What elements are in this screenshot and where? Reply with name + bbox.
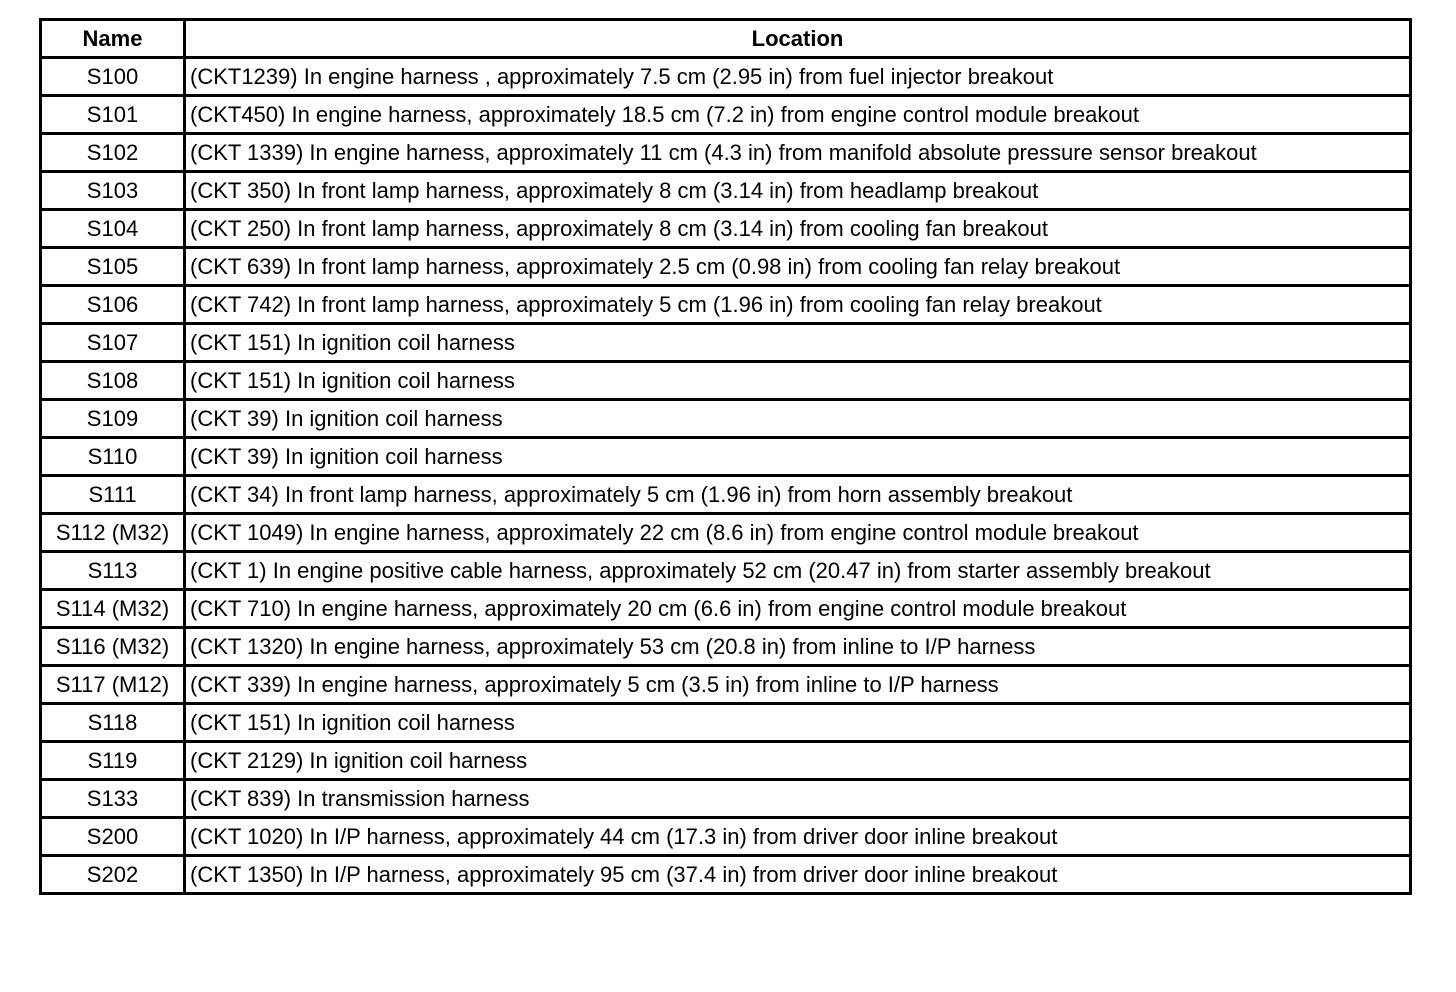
splice-location-cell: (CKT 1350) In I/P harness, approximately 95 cm (37.4 in) from driver door inline breakout: [185, 856, 1411, 894]
splice-name-cell: S118: [41, 704, 185, 742]
splice-name-cell: S133: [41, 780, 185, 818]
splice-location-cell: (CKT1239) In engine harness , approximately 7.5 cm (2.95 in) from fuel injector breakout: [185, 58, 1411, 96]
table-row: [41, 172, 1411, 210]
splice-name-cell: S200: [41, 818, 185, 856]
splice-location-cell: (CKT 151) In ignition coil harness: [185, 704, 1411, 742]
splice-location-cell: (CKT 39) In ignition coil harness: [185, 400, 1411, 438]
splice-location-cell: (CKT 2129) In ignition coil harness: [185, 742, 1411, 780]
splice-location-cell: (CKT 1339) In engine harness, approximately 11 cm (4.3 in) from manifold absolute pressure sensor breakout: [185, 134, 1411, 172]
table-row: [41, 818, 1411, 856]
header-row: [41, 20, 1411, 58]
table-row: [41, 666, 1411, 704]
splice-location-cell: (CKT 1049) In engine harness, approximately 22 cm (8.6 in) from engine control module breakout: [185, 514, 1411, 552]
table-row: [41, 476, 1411, 514]
table-row: [41, 134, 1411, 172]
table-row: [41, 742, 1411, 780]
table-row: [41, 628, 1411, 666]
splice-location-cell: (CKT 39) In ignition coil harness: [185, 438, 1411, 476]
splice-name-cell: S116 (M32): [41, 628, 185, 666]
splice-location-cell: (CKT 1320) In engine harness, approximately 53 cm (20.8 in) from inline to I/P harness: [185, 628, 1411, 666]
splice-name-cell: S117 (M12): [41, 666, 185, 704]
splice-name-cell: S106: [41, 286, 185, 324]
table-row: [41, 438, 1411, 476]
table-row: [41, 362, 1411, 400]
splice-location-cell: (CKT 151) In ignition coil harness: [185, 362, 1411, 400]
splice-name-cell: S110: [41, 438, 185, 476]
splice-name-cell: S119: [41, 742, 185, 780]
splice-location-cell: (CKT 639) In front lamp harness, approximately 2.5 cm (0.98 in) from cooling fan relay breakout: [185, 248, 1411, 286]
table-row: [41, 400, 1411, 438]
splice-location-cell: (CKT 710) In engine harness, approximately 20 cm (6.6 in) from engine control module breakout: [185, 590, 1411, 628]
splice-location-cell: (CKT 742) In front lamp harness, approximately 5 cm (1.96 in) from cooling fan relay breakout: [185, 286, 1411, 324]
table-row: [41, 324, 1411, 362]
table-row: [41, 248, 1411, 286]
splice-name-cell: S114 (M32): [41, 590, 185, 628]
splice-location-cell: (CKT 34) In front lamp harness, approximately 5 cm (1.96 in) from horn assembly breakout: [185, 476, 1411, 514]
table-row: [41, 552, 1411, 590]
splice-name-cell: S108: [41, 362, 185, 400]
splice-name-cell: S202: [41, 856, 185, 894]
splice-name-cell: S113: [41, 552, 185, 590]
splice-location-cell: (CKT 151) In ignition coil harness: [185, 324, 1411, 362]
table-row: [41, 590, 1411, 628]
splice-location-cell: (CKT 350) In front lamp harness, approximately 8 cm (3.14 in) from headlamp breakout: [185, 172, 1411, 210]
splice-location-cell: (CKT 339) In engine harness, approximately 5 cm (3.5 in) from inline to I/P harness: [185, 666, 1411, 704]
splice-name-cell: S101: [41, 96, 185, 134]
splice-location-cell: (CKT 839) In transmission harness: [185, 780, 1411, 818]
splice-location-cell: (CKT450) In engine harness, approximately 18.5 cm (7.2 in) from engine control module breakout: [185, 96, 1411, 134]
splice-name-cell: S112 (M32): [41, 514, 185, 552]
splice-location-cell: (CKT 1020) In I/P harness, approximately 44 cm (17.3 in) from driver door inline breakout: [185, 818, 1411, 856]
splice-name-cell: S111: [41, 476, 185, 514]
table-row: [41, 780, 1411, 818]
table-row: [41, 856, 1411, 894]
column-header-location: Location: [185, 20, 1411, 58]
splice-location-table: [39, 18, 1412, 895]
column-header-name: Name: [41, 20, 185, 58]
splice-name-cell: S102: [41, 134, 185, 172]
table-row: [41, 286, 1411, 324]
splice-name-cell: S100: [41, 58, 185, 96]
table-row: [41, 514, 1411, 552]
splice-name-cell: S105: [41, 248, 185, 286]
table-row: [41, 96, 1411, 134]
table-row: [41, 58, 1411, 96]
splice-location-cell: (CKT 250) In front lamp harness, approximately 8 cm (3.14 in) from cooling fan breakout: [185, 210, 1411, 248]
table-row: [41, 704, 1411, 742]
table-row: [41, 210, 1411, 248]
splice-name-cell: S103: [41, 172, 185, 210]
splice-location-cell: (CKT 1) In engine positive cable harness, approximately 52 cm (20.47 in) from starter assembly breakout: [185, 552, 1411, 590]
splice-name-cell: S107: [41, 324, 185, 362]
splice-name-cell: S109: [41, 400, 185, 438]
splice-name-cell: S104: [41, 210, 185, 248]
